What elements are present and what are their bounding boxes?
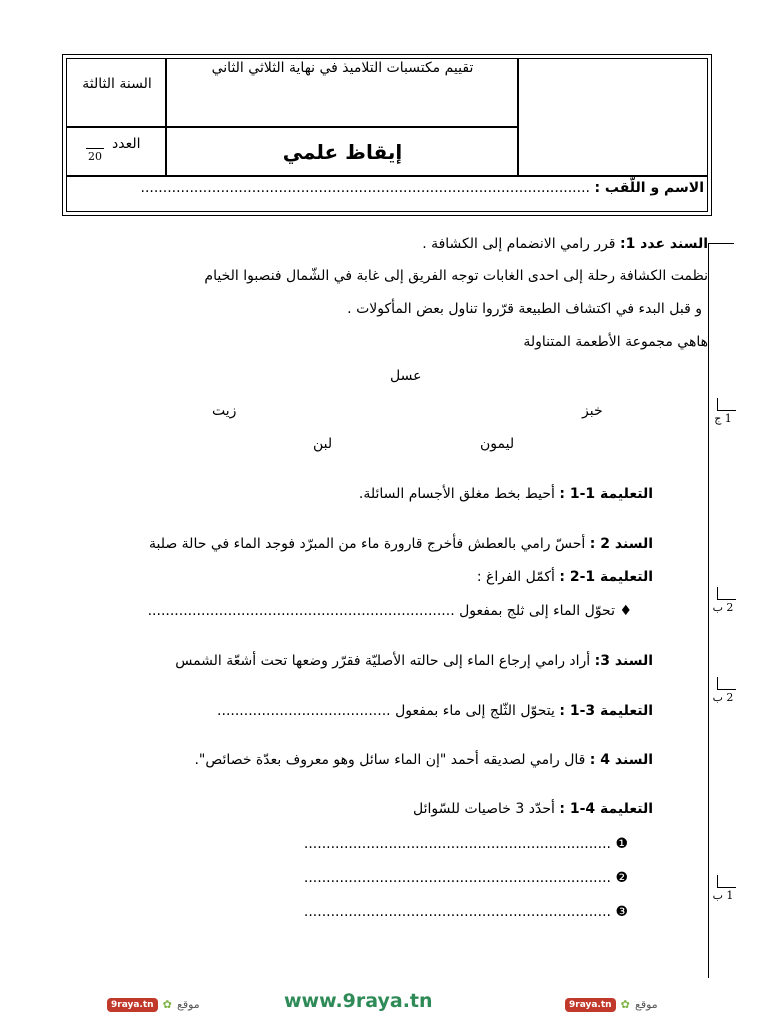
score-label: العدد bbox=[112, 136, 141, 152]
doc3-label: السند 3: bbox=[594, 653, 653, 669]
score-tick bbox=[717, 875, 736, 888]
task12-item[interactable]: ♦ تحوّل الماء إلى ثلج بمفعول ..................................................................... bbox=[147, 603, 632, 619]
logo-badge: 9raya.tn bbox=[565, 998, 616, 1012]
name-label: الاسم و اللّقب : bbox=[594, 180, 704, 196]
task11: التعليمة 1-1 : أحيط بخط مغلق الأجسام السائلة. bbox=[358, 486, 653, 502]
answer-dots: ....................................... bbox=[217, 703, 391, 719]
header-divider-left bbox=[165, 58, 167, 176]
answer-dots: ..................................................................... bbox=[303, 904, 611, 920]
task12-label: التعليمة 1-2 : bbox=[559, 569, 653, 585]
doc3: السند 3: أراد رامي إرجاع الماء إلى حالته الأصليّة فقرّر وضعها تحت أشعّة الشمس bbox=[175, 653, 653, 669]
doc2: السند 2 : أحسّ رامي بالعطش فأخرج قارورة ماء من المبرّد فوجد الماء في حالة صلبة bbox=[148, 536, 653, 552]
score-value: 1 ج bbox=[714, 412, 732, 425]
score-tick bbox=[717, 398, 736, 411]
score-value: 2 ب bbox=[712, 691, 734, 704]
task13-label: التعليمة 3-1 : bbox=[559, 703, 653, 719]
doc1-line2: نظمت الكشافة رحلة إلى احدى الغابات توجه الفريق إلى غابة في الشّمال فنصبوا الخيام bbox=[204, 268, 708, 284]
answer-dots: ..................................................................... bbox=[303, 870, 611, 886]
doc1-line3: و قبل البدء في اكتشاف الطبيعة قرّروا تناول بعض المأكولات . bbox=[347, 301, 702, 317]
task13[interactable]: التعليمة 3-1 : يتحوّل الثّلج إلى ماء بمفعول ....................................... bbox=[217, 703, 653, 719]
header-divider-bottom bbox=[66, 175, 708, 177]
doc4-label: السند 4 : bbox=[589, 752, 653, 768]
answer-dots: ..................................................................... bbox=[303, 836, 611, 852]
score-box-3 bbox=[710, 677, 736, 704]
task14-label: التعليمة 4-1 : bbox=[559, 801, 653, 817]
score-value: 2 ب bbox=[712, 601, 734, 614]
number-three-icon: ❸ bbox=[615, 904, 628, 920]
food-oil[interactable]: زيت bbox=[212, 403, 237, 419]
footer-url[interactable]: www.9raya.tn bbox=[284, 990, 433, 1012]
answer-line-3[interactable] bbox=[304, 904, 628, 920]
score-value: 1 ب bbox=[712, 889, 734, 902]
score-tick bbox=[717, 587, 736, 600]
doc1-label: السند عدد 1: bbox=[619, 236, 708, 252]
name-field[interactable] bbox=[74, 180, 704, 196]
doc4: السند 4 : قال رامي لصديقه أحمد "إن الماء سائل وهو معروف بعدّة خصائص". bbox=[194, 752, 653, 768]
header-divider-mid bbox=[66, 126, 518, 128]
header-divider-right bbox=[517, 58, 519, 176]
answer-line-1[interactable] bbox=[304, 836, 628, 852]
food-bread[interactable]: خبز bbox=[582, 403, 603, 419]
food-honey[interactable]: عسل bbox=[390, 368, 422, 384]
score-box-4 bbox=[710, 875, 736, 902]
site-logo-left[interactable] bbox=[107, 994, 203, 1012]
task14: التعليمة 4-1 : أحدّد 3 خاصيات للسّوائل bbox=[413, 801, 653, 817]
bullet-icon: ♦ bbox=[619, 603, 632, 619]
logo-word: موقع bbox=[634, 998, 658, 1011]
score-box-1 bbox=[710, 398, 736, 425]
score-box-2 bbox=[710, 587, 736, 614]
logo-badge: 9raya.tn bbox=[107, 998, 158, 1012]
score-tick bbox=[717, 677, 736, 690]
answer-line-2[interactable] bbox=[304, 870, 628, 886]
number-two-icon: ❷ bbox=[615, 870, 628, 886]
food-lemon[interactable]: ليمون bbox=[480, 436, 515, 452]
task11-label: التعليمة 1-1 : bbox=[559, 486, 653, 502]
exam-title: تقييم مكتسبات التلاميذ في نهاية الثلاثي الثاني bbox=[211, 60, 474, 76]
doc2-label: السند 2 : bbox=[589, 536, 653, 552]
logo-word: موقع bbox=[176, 998, 200, 1011]
name-dots: ..................................................................................................... bbox=[140, 180, 590, 196]
answer-dots: ..................................................................... bbox=[147, 603, 455, 619]
doc1-intro: السند عدد 1: قرر رامي الانضمام إلى الكشافة . bbox=[422, 236, 708, 252]
number-one-icon: ❶ bbox=[615, 836, 628, 852]
score-denominator: 20 bbox=[88, 150, 102, 163]
task12: التعليمة 1-2 : أكمّل الفراغ : bbox=[476, 569, 653, 585]
margin-vertical-line bbox=[708, 243, 709, 978]
leaf-icon: ✿ bbox=[162, 998, 172, 1011]
subject-title: إيقاظ علمي bbox=[282, 140, 403, 164]
leaf-icon: ✿ bbox=[620, 998, 630, 1011]
margin-top-line bbox=[708, 243, 734, 244]
site-logo-right[interactable] bbox=[565, 994, 661, 1012]
doc1-line4: هاهي مجموعة الأطعمة المتناولة bbox=[523, 334, 708, 350]
grade-level: السنة الثالثة bbox=[82, 76, 152, 92]
food-yogurt[interactable]: لبن bbox=[313, 436, 333, 452]
